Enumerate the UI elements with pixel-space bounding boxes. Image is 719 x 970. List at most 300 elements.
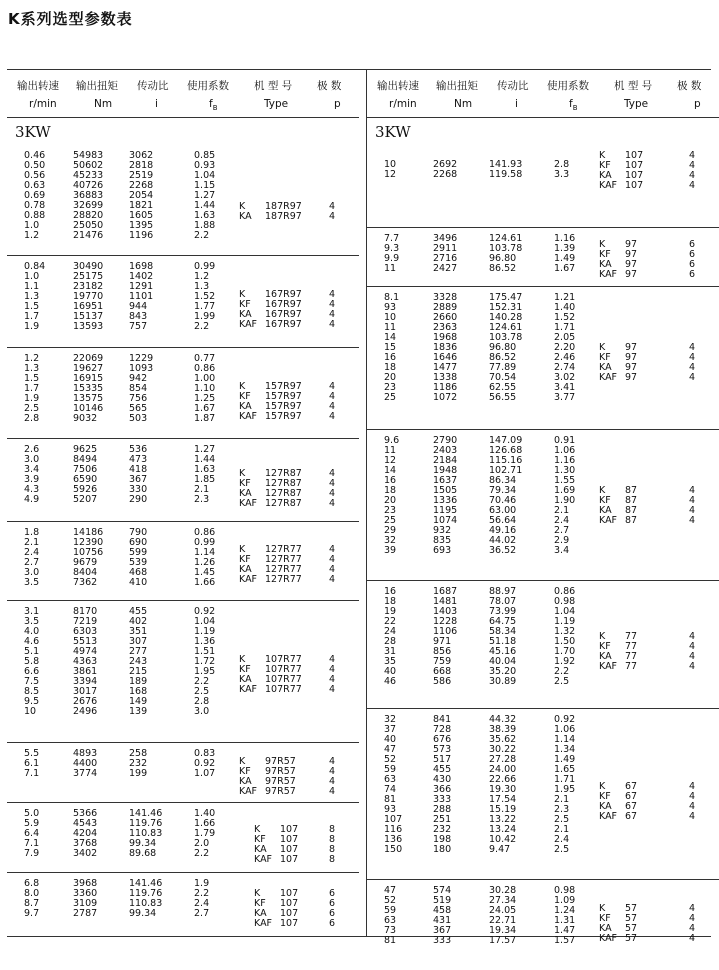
torque-value: 1646: [433, 352, 458, 363]
model-code: 167R97: [265, 299, 302, 310]
torque-value: 1836: [433, 342, 458, 353]
speed-value: 14: [384, 332, 397, 343]
pole-count: 6: [689, 259, 696, 270]
header-ratio: 传动比: [137, 80, 169, 92]
ratio-value: 140.28: [489, 312, 523, 323]
ratio-value: 690: [129, 537, 148, 548]
pole-count: 4: [689, 342, 696, 353]
model-code: 87: [625, 485, 638, 496]
type-row: [367, 792, 719, 802]
type-code: KF: [599, 352, 611, 363]
torque-value: 6590: [73, 474, 98, 485]
parameter-block: [7, 439, 359, 522]
type-code: KAF: [599, 269, 618, 280]
torque-value: 2403: [433, 445, 458, 456]
type-row: [367, 652, 719, 662]
torque-value: 3394: [73, 676, 98, 687]
speed-value: 0.84: [24, 261, 46, 272]
ratio-value: 36.52: [489, 545, 517, 556]
factor-value: 1.77: [194, 301, 216, 312]
pole-count: 4: [329, 478, 336, 489]
speed-value: 8.0: [24, 888, 40, 899]
speed-value: 10: [24, 706, 37, 717]
factor-value: 1.9: [194, 878, 210, 889]
speed-value: 59: [384, 905, 397, 916]
factor-value: 1.10: [194, 383, 216, 394]
table-row: [7, 272, 359, 282]
table-row: [7, 354, 359, 364]
factor-value: 2.5: [554, 814, 570, 825]
factor-value: 1.88: [194, 220, 216, 231]
unit-ratio: i: [155, 98, 158, 110]
type-code: KAF: [239, 574, 258, 585]
torque-value: 1106: [433, 626, 458, 637]
ratio-value: 307: [129, 636, 148, 647]
model-code: 187R97: [265, 211, 302, 222]
parameter-block: [7, 522, 359, 601]
type-row: [367, 642, 719, 652]
torque-value: 36883: [73, 190, 104, 201]
type-row: [367, 171, 719, 181]
torque-value: 366: [433, 784, 452, 795]
pole-count: 4: [329, 674, 336, 685]
torque-value: 3768: [73, 838, 98, 849]
torque-value: 10146: [73, 403, 104, 414]
model-code: 107: [280, 888, 299, 899]
ratio-value: 17.54: [489, 794, 517, 805]
type-code: K: [599, 150, 606, 161]
ratio-value: 168: [129, 686, 148, 697]
pole-count: 4: [329, 574, 336, 585]
torque-value: 7506: [73, 464, 98, 475]
model-code: 127R77: [265, 544, 302, 555]
pole-count: 4: [329, 766, 336, 777]
type-list: [367, 904, 719, 944]
speed-value: 1.0: [24, 271, 40, 282]
model-code: 107: [280, 908, 299, 919]
factor-value: 1.25: [194, 393, 216, 404]
torque-value: 9625: [73, 444, 98, 455]
ratio-value: 1402: [129, 271, 154, 282]
ratio-value: 243: [129, 656, 148, 667]
speed-value: 12: [384, 455, 397, 466]
unit-torque: Nm: [94, 98, 113, 110]
factor-value: 1.85: [194, 474, 216, 485]
type-code: KF: [254, 834, 266, 845]
torque-value: 2496: [73, 706, 98, 717]
table-row: [367, 835, 719, 845]
pole-count: 4: [329, 468, 336, 479]
factor-value: 0.86: [194, 527, 216, 538]
pole-count: 4: [329, 498, 336, 509]
ratio-value: 1196: [129, 230, 154, 241]
type-code: KA: [254, 908, 267, 919]
speed-value: 6.1: [24, 758, 40, 769]
ratio-value: 15.19: [489, 804, 517, 815]
factor-value: 1.34: [554, 744, 576, 755]
torque-value: 2787: [73, 908, 98, 919]
speed-value: 12: [384, 169, 397, 180]
table-header: [367, 70, 719, 118]
type-row: [7, 665, 359, 675]
torque-value: 1074: [433, 515, 458, 526]
type-row: [7, 787, 359, 797]
factor-value: 2.2: [194, 676, 210, 687]
factor-value: 2.0: [194, 838, 210, 849]
type-code: KA: [239, 488, 252, 499]
ratio-value: 1395: [129, 220, 154, 231]
ratio-value: 854: [129, 383, 148, 394]
factor-value: 0.93: [194, 160, 216, 171]
speed-value: 1.5: [24, 373, 40, 384]
power-label: 3KW: [15, 123, 51, 141]
type-code: K: [239, 756, 246, 767]
speed-value: 1.0: [24, 220, 40, 231]
table-row: [367, 765, 719, 775]
type-row: [367, 486, 719, 496]
speed-value: 11: [384, 322, 397, 333]
torque-value: 1481: [433, 596, 458, 607]
torque-value: 971: [433, 636, 452, 647]
torque-value: 1403: [433, 606, 458, 617]
pole-count: 8: [329, 824, 336, 835]
parameter-block: [7, 145, 359, 256]
factor-value: 1.95: [554, 784, 576, 795]
table-row: [7, 231, 359, 241]
speed-value: 3.5: [24, 577, 40, 588]
torque-value: 1336: [433, 495, 458, 506]
model-code: 127R87: [265, 498, 302, 509]
speed-value: 2.4: [24, 547, 40, 558]
pole-count: 4: [329, 289, 336, 300]
table-row: [367, 293, 719, 303]
factor-value: 1.24: [554, 905, 576, 916]
factor-value: 1.27: [194, 190, 216, 201]
torque-value: 1637: [433, 475, 458, 486]
type-code: KF: [239, 664, 251, 675]
speed-value: 74: [384, 784, 397, 795]
ratio-value: 141.93: [489, 159, 523, 170]
type-code: K: [599, 485, 606, 496]
factor-value: 0.77: [194, 353, 216, 364]
pole-count: 4: [689, 352, 696, 363]
table-row: [367, 587, 719, 597]
type-code: K: [239, 654, 246, 665]
pole-count: 6: [689, 239, 696, 250]
ratio-value: 418: [129, 464, 148, 475]
torque-value: 367: [433, 925, 452, 936]
pole-count: 4: [329, 776, 336, 787]
ratio-value: 843: [129, 311, 148, 322]
ratio-value: 944: [129, 301, 148, 312]
speed-value: 8.5: [24, 686, 40, 697]
pole-count: 6: [329, 918, 336, 929]
ratio-value: 38.39: [489, 724, 517, 735]
speed-value: 7.5: [24, 676, 40, 687]
speed-value: 7.1: [24, 838, 40, 849]
speed-value: 5.5: [24, 748, 40, 759]
table-row: [367, 617, 719, 627]
ratio-value: 79.34: [489, 485, 517, 496]
model-code: 107R77: [265, 674, 302, 685]
torque-value: 2184: [433, 455, 458, 466]
ratio-value: 115.16: [489, 455, 523, 466]
table-row: [7, 809, 359, 819]
ratio-value: 27.28: [489, 754, 517, 765]
torque-value: 12390: [73, 537, 104, 548]
model-code: 167R97: [265, 289, 302, 300]
torque-value: 3861: [73, 666, 98, 677]
torque-value: 232: [433, 824, 452, 835]
factor-value: 0.98: [554, 885, 576, 896]
table-row: [367, 436, 719, 446]
speed-value: 0.63: [24, 180, 46, 191]
pole-count: 4: [689, 913, 696, 924]
header-factor: 使用系数: [187, 80, 229, 92]
ratio-value: 70.46: [489, 495, 517, 506]
type-row: [7, 412, 359, 422]
model-code: 107R77: [265, 654, 302, 665]
type-code: KAF: [239, 411, 258, 422]
speed-value: 0.46: [24, 150, 46, 161]
ratio-value: 64.75: [489, 616, 517, 627]
speed-value: 7.1: [24, 768, 40, 779]
factor-value: 2.1: [554, 794, 570, 805]
type-code: KA: [239, 401, 252, 412]
ratio-value: 455: [129, 606, 148, 617]
torque-value: 5513: [73, 636, 98, 647]
torque-value: 693: [433, 545, 452, 556]
torque-value: 2692: [433, 159, 458, 170]
torque-value: 2911: [433, 243, 458, 254]
speed-value: 3.4: [24, 464, 40, 475]
type-list: [367, 343, 719, 383]
pole-count: 4: [689, 495, 696, 506]
torque-value: 3328: [433, 292, 458, 303]
type-list: [7, 655, 359, 695]
type-code: KA: [254, 844, 267, 855]
type-code: K: [254, 824, 261, 835]
type-row: [7, 479, 359, 489]
factor-value: 2.5: [194, 686, 210, 697]
factor-value: 1.63: [194, 210, 216, 221]
table-row: [367, 677, 719, 687]
model-code: 97: [625, 352, 638, 363]
model-code: 67: [625, 811, 638, 822]
pole-count: 4: [689, 515, 696, 526]
factor-value: 2.1: [194, 484, 210, 495]
torque-value: 3402: [73, 848, 98, 859]
speed-value: 52: [384, 895, 397, 906]
type-code: KF: [599, 495, 611, 506]
type-code: KA: [599, 505, 612, 516]
speed-value: 4.9: [24, 494, 40, 505]
type-row: [367, 516, 719, 526]
pole-count: 4: [689, 150, 696, 161]
type-code: KF: [599, 160, 611, 171]
parameter-block: [367, 709, 719, 880]
torque-value: 3360: [73, 888, 98, 899]
ratio-value: 30.89: [489, 676, 517, 687]
speed-value: 16: [384, 352, 397, 363]
speed-value: 22: [384, 616, 397, 627]
model-code: 157R97: [265, 391, 302, 402]
factor-value: 2.1: [554, 505, 570, 516]
table-row: [7, 191, 359, 201]
type-code: K: [254, 888, 261, 899]
speed-value: 47: [384, 744, 397, 755]
factor-value: 1.66: [194, 577, 216, 588]
torque-value: 668: [433, 666, 452, 677]
speed-value: 81: [384, 935, 397, 946]
speed-value: 9.6: [384, 435, 400, 446]
type-row: [367, 343, 719, 353]
model-code: 97: [625, 269, 638, 280]
factor-value: 1.45: [194, 567, 216, 578]
type-code: KAF: [254, 918, 273, 929]
speed-value: 7.7: [384, 233, 400, 244]
model-code: 107: [280, 844, 299, 855]
factor-value: 2.1: [554, 824, 570, 835]
ratio-value: 539: [129, 557, 148, 568]
speed-value: 116: [384, 824, 403, 835]
factor-value: 1.3: [194, 281, 210, 292]
model-code: 107: [625, 160, 644, 171]
torque-value: 1505: [433, 485, 458, 496]
ratio-value: 330: [129, 484, 148, 495]
model-code: 97: [625, 249, 638, 260]
model-code: 87: [625, 495, 638, 506]
type-code: KAF: [599, 180, 618, 191]
pole-count: 6: [329, 908, 336, 919]
factor-value: 2.05: [554, 332, 576, 343]
parameter-block: [7, 256, 359, 348]
factor-value: 1.09: [554, 895, 576, 906]
pole-count: 6: [689, 269, 696, 280]
parameter-block: [367, 145, 719, 228]
pole-count: 4: [689, 811, 696, 822]
speed-value: 107: [384, 814, 403, 825]
factor-value: 2.2: [194, 230, 210, 241]
ratio-value: 96.80: [489, 342, 517, 353]
model-code: 107: [280, 854, 299, 865]
ratio-value: 56.55: [489, 392, 517, 403]
type-row: [367, 363, 719, 373]
ratio-value: 99.34: [129, 908, 157, 919]
ratio-value: 35.20: [489, 666, 517, 677]
speed-value: 1.2: [24, 230, 40, 241]
table-row: [7, 262, 359, 272]
torque-value: 54983: [73, 150, 104, 161]
model-code: 97: [625, 239, 638, 250]
ratio-value: 77.89: [489, 362, 517, 373]
table-row: [367, 607, 719, 617]
header-ratio: 传动比: [497, 80, 529, 92]
type-row: [7, 545, 359, 555]
table-row: [7, 637, 359, 647]
pole-count: 8: [329, 844, 336, 855]
speed-value: 63: [384, 915, 397, 926]
header-speed: 输出转速: [377, 80, 419, 92]
speed-value: 0.56: [24, 170, 46, 181]
speed-value: 6.4: [24, 828, 40, 839]
torque-value: 1338: [433, 372, 458, 383]
type-code: KF: [599, 641, 611, 652]
speed-value: 40: [384, 666, 397, 677]
factor-value: 2.74: [554, 362, 576, 373]
factor-value: 2.4: [194, 898, 210, 909]
torque-value: 19627: [73, 363, 104, 374]
ratio-value: 110.83: [129, 828, 163, 839]
unit-type: Type: [264, 98, 289, 110]
unit-ratio: i: [515, 98, 518, 110]
torque-value: 4204: [73, 828, 98, 839]
table-row: [367, 383, 719, 393]
factor-value: 1.19: [554, 616, 576, 627]
factor-value: 1.04: [194, 616, 216, 627]
pole-count: 4: [329, 309, 336, 320]
ratio-value: 468: [129, 567, 148, 578]
speed-value: 1.5: [24, 301, 40, 312]
torque-value: 431: [433, 915, 452, 926]
factor-value: 1.70: [554, 646, 576, 657]
factor-value: 1.32: [554, 626, 576, 637]
speed-value: 0.78: [24, 200, 46, 211]
table-row: [7, 697, 359, 707]
unit-speed: r/min: [29, 98, 57, 110]
type-list: [7, 545, 359, 585]
factor-value: 1.06: [554, 445, 576, 456]
ratio-value: 2519: [129, 170, 154, 181]
factor-value: 0.92: [554, 714, 576, 725]
ratio-value: 1605: [129, 210, 154, 221]
speed-value: 93: [384, 804, 397, 815]
pole-count: 4: [689, 160, 696, 171]
pole-count: 4: [329, 391, 336, 402]
speed-value: 4.3: [24, 484, 40, 495]
speed-value: 11: [384, 445, 397, 456]
pole-count: 4: [329, 684, 336, 695]
torque-value: 4974: [73, 646, 98, 657]
table-row: [367, 886, 719, 896]
factor-value: 1.66: [194, 818, 216, 829]
header-torque: 输出扭矩: [436, 80, 478, 92]
ratio-value: 40.04: [489, 656, 517, 667]
type-code: KF: [239, 478, 251, 489]
factor-value: 1.26: [194, 557, 216, 568]
speed-value: 31: [384, 646, 397, 657]
type-row: [367, 632, 719, 642]
torque-value: 2427: [433, 263, 458, 274]
header-model: 机 型 号: [614, 80, 653, 92]
type-row: [367, 506, 719, 516]
table-row: [367, 313, 719, 323]
speed-value: 46: [384, 676, 397, 687]
model-code: 157R97: [265, 401, 302, 412]
torque-value: 9032: [73, 413, 98, 424]
unit-factor-sub: B: [572, 104, 578, 113]
factor-value: 2.5: [554, 844, 570, 855]
ratio-value: 119.76: [129, 818, 163, 829]
factor-value: 2.20: [554, 342, 576, 353]
table-row: [367, 323, 719, 333]
ratio-value: 1291: [129, 281, 154, 292]
factor-value: 0.99: [194, 537, 216, 548]
factor-value: 1.19: [194, 626, 216, 637]
type-row: [367, 496, 719, 506]
right-blocks: [367, 145, 719, 970]
factor-value: 2.8: [194, 696, 210, 707]
